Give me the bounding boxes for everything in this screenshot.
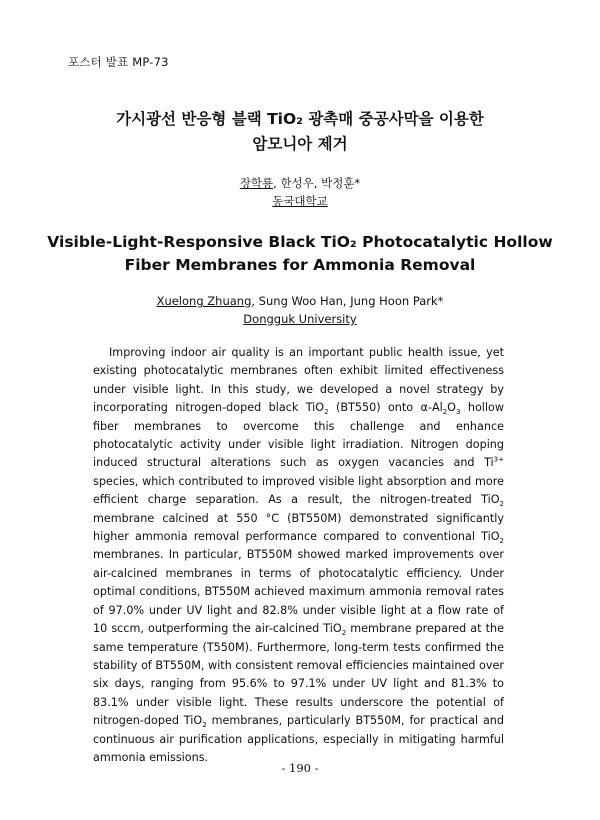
title-english-line2: Fiber Membranes for Ammonia Removal	[124, 256, 476, 274]
author-list-english	[40, 292, 560, 310]
page-number: - 190 -	[281, 761, 319, 775]
presenting-author-korean: 장학룡	[239, 176, 274, 190]
subscript: 2	[341, 629, 347, 638]
presenting-author-english: Xuelong Zhuang	[156, 294, 252, 308]
subscript: 2	[202, 721, 207, 730]
author-list-korean	[40, 174, 560, 192]
superscript: 3+	[493, 455, 504, 464]
abstract-body	[93, 344, 504, 767]
title-english-line1: Visible-Light-Responsive Black TiO₂ Photocatalytic Hollow	[47, 233, 553, 251]
abstract-text: O	[447, 401, 456, 415]
abstract-text: membrane prepared at the same temperature (T550M). Furthermore, long-term tests confirmed the stability of BT550M, with consistent removal efficiencies maintained over six days, ranging from 95.6% to 97.1% under UV light and 81.3% to 83.1% under visible light. These results underscore the potential of nitrogen-doped TiO	[93, 622, 504, 728]
subscript: 2	[499, 537, 504, 546]
title-korean	[40, 107, 560, 157]
co-authors-english: , Sung Woo Han, Jung Hoon Park*	[251, 294, 444, 308]
session-label: 포스터 발표 MP-73	[68, 55, 169, 69]
abstract-text: membranes. In particular, BT550M showed marked improvements over air-calcined membranes in terms of photocatalytic efficiency. Under optimal conditions, BT550M achieved maximum ammonia removal rates of 97.0% under UV light and 82.8% under visible light at a flow rate of 10 sccm, outperforming the air-calcined TiO	[93, 548, 504, 636]
title-english	[30, 231, 570, 277]
abstract-text: membranes, particularly BT550M, for practical and continuous air purification applications, especially in mitigating harmful ammonia emissions.	[93, 714, 504, 764]
abstract-text: Improving indoor air quality is an important public health issue, yet existing photocatalytic membranes often exhibit limited effectiveness under visible light. In this study, we developed a novel strategy by incorporating nitrogen-doped black TiO	[93, 346, 504, 415]
co-authors-korean: , 한성우, 박정훈*	[273, 176, 361, 190]
subscript: 2	[499, 500, 504, 509]
abstract-text: membrane calcined at 550 °C (BT550M) demonstrated significantly higher ammonia removal performance compared to conventional TiO	[93, 511, 504, 544]
abstract-text: hollow fiber membranes to overcome this challenge and enhance photocatalytic activity under visible light irradiation. Nitrogen doping induced structural alterations such as oxygen vacancies and Ti	[93, 401, 504, 470]
abstract-text: (BT550) onto α-Al	[328, 401, 443, 415]
authors-korean	[40, 174, 560, 210]
subscript: 2	[442, 408, 448, 417]
subscript: 2	[324, 408, 329, 417]
abstract-text: species, which contributed to improved visible light absorption and more efficient charge separation. As a result, the nitrogen-treated TiO	[93, 474, 504, 507]
affiliation-english: Dongguk University	[243, 312, 357, 326]
affiliation-korean: 동국대학교	[272, 194, 328, 208]
title-korean-line2: 암모니아 제거	[252, 135, 348, 153]
subscript: 3	[455, 408, 461, 417]
title-korean-line1: 가시광선 반응형 블랙 TiO₂ 광촉매 중공사막을 이용한	[116, 110, 484, 128]
authors-english	[40, 292, 560, 328]
